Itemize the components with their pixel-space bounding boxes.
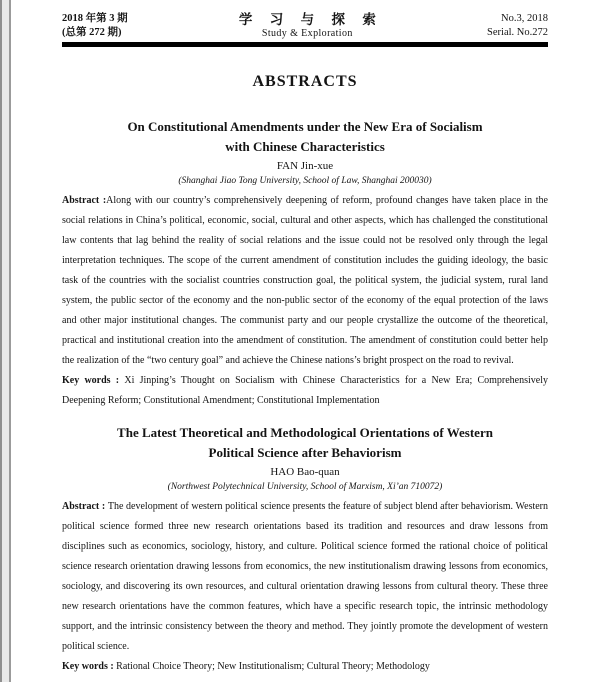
article bbox=[62, 117, 548, 411]
article-title-line: The Latest Theoretical and Methodological Orientations of Western bbox=[117, 425, 493, 440]
page-content bbox=[62, 12, 548, 677]
page-scan-edge bbox=[0, 0, 11, 682]
article-title-line: with Chinese Characteristics bbox=[225, 139, 385, 154]
issue-en-line2: Serial. No.272 bbox=[487, 27, 548, 38]
keywords-paragraph bbox=[62, 371, 548, 411]
abstract-label: Abstract : bbox=[62, 501, 108, 512]
issue-info-en bbox=[487, 12, 548, 40]
author-name: FAN Jin-xue bbox=[276, 160, 334, 172]
article-title-line: On Constitutional Amendments under the New Era of Socialism bbox=[127, 119, 483, 134]
article-body bbox=[62, 191, 548, 411]
issue-cn-line1: 2018 年第 3 期 bbox=[62, 13, 128, 24]
keywords-label: Key words : bbox=[62, 375, 125, 386]
abstract-label: Abstract : bbox=[62, 195, 107, 206]
section-title: ABSTRACTS bbox=[252, 73, 358, 90]
issue-info-cn bbox=[62, 12, 128, 40]
affiliation: (Shanghai Jiao Tong University, School of Law, Shanghai 200030) bbox=[178, 176, 432, 186]
keywords-paragraph bbox=[62, 657, 548, 677]
journal-header bbox=[62, 12, 548, 40]
keywords-text: Rational Choice Theory; New Institutionalism; Cultural Theory; Methodology bbox=[116, 661, 430, 672]
article-title bbox=[62, 117, 548, 157]
abstract-text: The development of western political science presents the feature of subject blend after behaviorism. Western political science formed three new research orientations based its tradition and resources and draw lessons from disciplines such as economics, sociology, history, and culture. Political science formed the rational choice of political science research orientation drawing lessons from economics, the new institutionalism drawing lessons from economics, sociology, and discovering its own resources, and cultural orientation drawing lessons from cultural theory. These three new research orientations have the common features, which have a specific research topic, the intrinsic methodology support, and the intrinsic consistency between the theory and method. They jointly promote the development of western political science. bbox=[62, 501, 549, 652]
keywords-text: Xi Jinping’s Thought on Socialism with Chinese Characteristics for a New Era; Comprehensively Deepening Reform; Constitutional Amendment; Constitutional Implementation bbox=[62, 375, 548, 406]
keywords-label: Key words : bbox=[62, 661, 117, 672]
article-title-line: Political Science after Behaviorism bbox=[208, 445, 402, 460]
abstract-text: Along with our country’s comprehensively deepening of reform, profound changes have taken place in the social relations in China’s political, economic, social, cultural and other aspects, which has challenged the constitutional law contents that lag behind the reality of social relations and the issue could not be resolved only through the legal interpretation techniques. The scope of the current amendment of constitution includes the guiding ideology, the basic task of the countries with the socialist countries construction goal, the political system, the judicial system, rural land system, the public sector of the economy and the non-public sector of the economy of the equal protection of the laws and other major institutional changes. The communist party and our people crystallize the outcome of the theoretical, practical and institutional creation into the amendment of constitution. The amendment of constitution could better help the realization of the “two century goal” and achieve the Chinese nations’s bright prospect on the road to revival. bbox=[62, 195, 548, 366]
journal-title-en: Study & Exploration bbox=[261, 28, 353, 39]
abstract-paragraph bbox=[62, 191, 548, 371]
affiliation: (Northwest Polytechnical University, School of Marxism, Xi’an 710072) bbox=[167, 482, 443, 492]
article-body bbox=[62, 497, 548, 677]
article bbox=[62, 423, 548, 677]
author-name: HAO Bao-quan bbox=[270, 466, 340, 478]
issue-en-line1: No.3, 2018 bbox=[501, 13, 548, 24]
journal-title-cn: 学 习 与 探 索 bbox=[238, 12, 383, 27]
abstract-paragraph bbox=[62, 497, 548, 657]
header-rule bbox=[62, 42, 548, 47]
article-title bbox=[62, 423, 548, 463]
issue-cn-line2: (总第 272 期) bbox=[62, 27, 122, 38]
journal-title bbox=[128, 12, 487, 40]
